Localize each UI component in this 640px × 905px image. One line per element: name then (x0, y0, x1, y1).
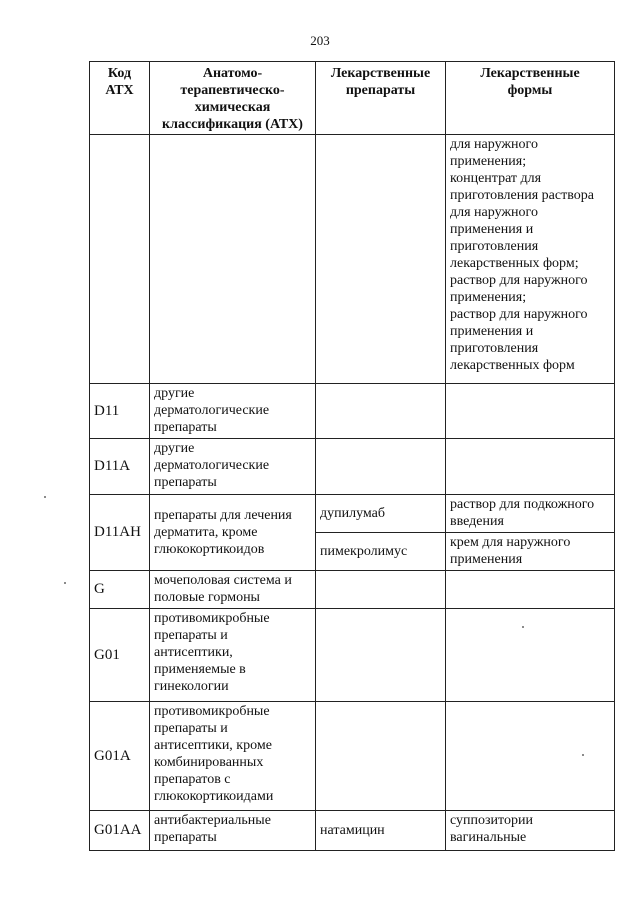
table-row (90, 135, 615, 384)
cell-code: G (90, 571, 150, 609)
cell-drug (316, 439, 446, 495)
cell-classification: противомикробные препараты и антисептики, кроме комбинированных препаратов с глюкокортикоидами (150, 702, 316, 811)
header-row (90, 62, 615, 135)
cell-form (446, 702, 615, 811)
scan-speck (522, 626, 524, 628)
cell-code: G01AA (90, 811, 150, 851)
header-forms: Лекарственные формы (446, 62, 615, 135)
header-code: Код АТХ (90, 62, 150, 135)
page-number: 203 (310, 33, 330, 48)
cell-drug (316, 571, 446, 609)
cell-classification: другие дерматологические препараты (150, 439, 316, 495)
cell-form (446, 439, 615, 495)
cell-classification: противомикробные препараты и антисептики, применяемые в гинекологии (150, 609, 316, 702)
cell-form (446, 571, 615, 609)
cell-code (90, 135, 150, 384)
table-row (90, 571, 615, 609)
cell-drug: дупилумаб (316, 495, 446, 533)
cell-form: раствор для подкожного введения (446, 495, 615, 533)
table-row (90, 702, 615, 811)
cell-drug (316, 135, 446, 384)
cell-drug: пимекролимус (316, 533, 446, 571)
cell-classification: антибактериальные препараты (150, 811, 316, 851)
cell-code: G01A (90, 702, 150, 811)
table-row (90, 811, 615, 851)
cell-code: D11 (90, 384, 150, 439)
cell-form: для наружного применения; концентрат для приготовления раствора для наружного применения и приготовления лекарственных форм; раствор для наружного применения; раствор для наружного применения и приготовления лекарственных форм (446, 135, 615, 384)
cell-classification: другие дерматологические препараты (150, 384, 316, 439)
cell-code: G01 (90, 609, 150, 702)
cell-form (446, 384, 615, 439)
header-drugs: Лекарственные препараты (316, 62, 446, 135)
cell-form: крем для наружного применения (446, 533, 615, 571)
atx-table (89, 61, 615, 851)
scan-speck (44, 496, 46, 498)
table-row (90, 439, 615, 495)
cell-form (446, 609, 615, 702)
cell-classification: мочеполовая система и половые гормоны (150, 571, 316, 609)
cell-drug (316, 609, 446, 702)
cell-classification (150, 135, 316, 384)
cell-code: D11AH (90, 495, 150, 571)
scan-speck (582, 754, 584, 756)
header-classification: Анатомо- терапевтическо- химическая классификация (АТХ) (150, 62, 316, 135)
table-row (90, 495, 615, 533)
table-row (90, 384, 615, 439)
scan-speck (64, 582, 66, 584)
cell-drug (316, 702, 446, 811)
table-row (90, 609, 615, 702)
cell-code: D11A (90, 439, 150, 495)
cell-form: суппозитории вагинальные (446, 811, 615, 851)
cell-classification: препараты для лечения дерматита, кроме глюкокортикоидов (150, 495, 316, 571)
cell-drug (316, 384, 446, 439)
cell-drug: натамицин (316, 811, 446, 851)
